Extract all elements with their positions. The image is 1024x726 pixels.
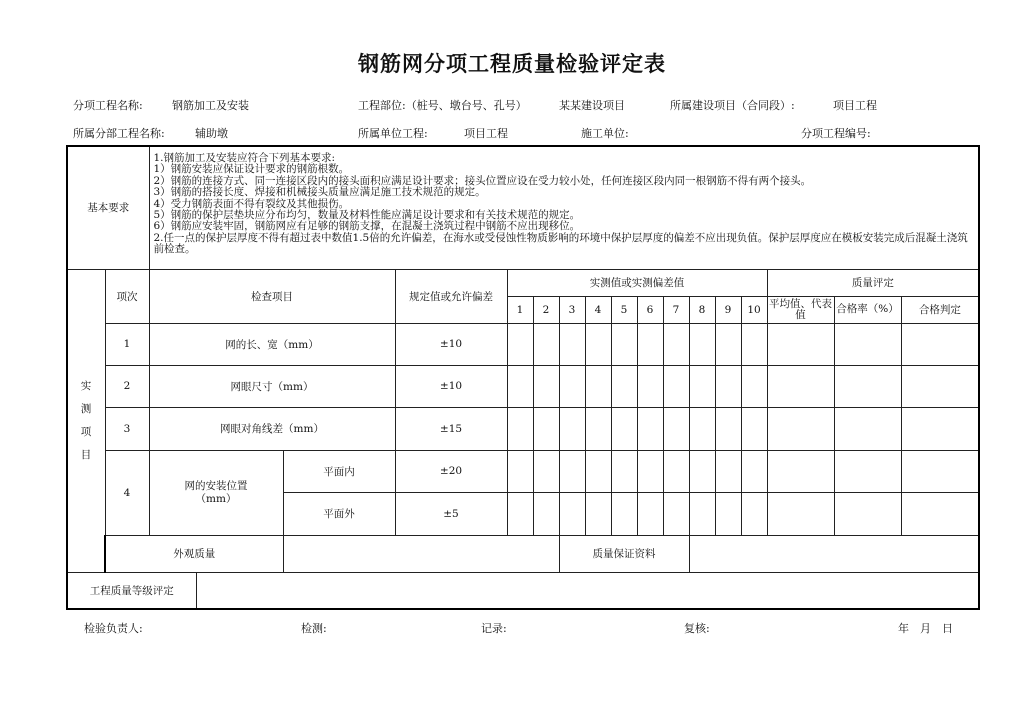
contract-value: 项目工程 [833,99,877,112]
row-no: 2 [105,365,149,407]
division-label: 所属分部工程名称: [73,127,165,140]
row-item: 网眼对角线差（mm） [149,407,395,450]
cell[interactable] [637,365,663,407]
row-spec: ±20 [395,450,507,492]
req-line: 2）钢筋的连接方式、同一连接区段内的接头面积应满足设计要求；接头位置应设在受力较小处，任何连接区段内同一根钢筋不得有两个接头。 [153,174,812,187]
location-label: 工程部位:（桩号、墩台号、孔号） [358,99,527,112]
cell[interactable] [834,323,901,365]
cell[interactable] [663,492,689,535]
cell[interactable] [585,407,611,450]
cell[interactable] [834,365,901,407]
cell[interactable] [585,323,611,365]
cell[interactable] [507,407,533,450]
location-value: 某某建设项目 [559,99,625,112]
cell[interactable] [507,450,533,492]
cell[interactable] [901,450,979,492]
cell[interactable] [689,365,715,407]
cell[interactable] [533,450,559,492]
header-measured: 实测值或实测偏差值 [507,269,767,296]
col-number: 10 [741,296,767,323]
cell[interactable] [585,450,611,492]
cell[interactable] [663,450,689,492]
cell[interactable] [507,492,533,535]
cell[interactable] [663,323,689,365]
header-judge: 合格判定 [901,296,979,323]
req-line: 5）钢筋的保护层垫块应分布均匀，数量及材料性能应满足设计要求和有关技术规范的规定。 [153,209,581,222]
cell[interactable] [507,323,533,365]
col-number: 3 [559,296,585,323]
cell[interactable] [637,450,663,492]
row-item: 网的长、宽（mm） [149,323,395,365]
table-row [67,450,979,492]
cell[interactable] [663,365,689,407]
contract-label: 所属建设项目（合同段）: [670,99,795,112]
cell[interactable] [637,492,663,535]
assurance-label: 质量保证资料 [559,535,689,572]
col-number: 5 [611,296,637,323]
cell[interactable] [533,407,559,450]
division-value: 辅助墩 [195,127,228,140]
footer-recorder: 记录: [481,622,507,635]
table-row [67,407,979,450]
cell[interactable] [689,450,715,492]
cell[interactable] [689,492,715,535]
basic-requirements-text [149,146,979,269]
assurance-value[interactable] [689,535,979,572]
sub-item-value: 钢筋加工及安装 [172,99,249,112]
sub-item: 平面内 [283,450,395,492]
cell[interactable] [767,365,834,407]
req-line: 3）钢筋的搭接长度、焊接和机械接头质量应满足施工技术规范的规定。 [153,186,486,199]
cell[interactable] [585,492,611,535]
cell[interactable] [559,450,585,492]
cell[interactable] [611,492,637,535]
req-line: 4）受力钢筋表面不得有裂纹及其他损伤。 [153,197,350,210]
row-no: 3 [105,407,149,450]
cell[interactable] [559,365,585,407]
col-number: 1 [507,296,533,323]
cell[interactable] [715,492,741,535]
cell[interactable] [767,492,834,535]
cell[interactable] [559,323,585,365]
cell[interactable] [611,450,637,492]
cell[interactable] [901,407,979,450]
req-line: 1）钢筋安装应保证设计要求的钢筋根数。 [153,163,350,176]
grade-value[interactable] [196,572,979,609]
cell[interactable] [741,492,767,535]
cell[interactable] [834,492,901,535]
cell[interactable] [559,407,585,450]
cell[interactable] [767,323,834,365]
header-quality: 质量评定 [767,269,979,296]
row-spec: ±5 [395,492,507,535]
req-line: 6）钢筋应安装牢固，钢筋网应有足够的钢筋支撑，在混凝土浇筑过程中钢筋不应出现移位。 [153,220,581,233]
table-row [67,365,979,407]
cell[interactable] [585,365,611,407]
footer-inspector: 检验负责人: [84,622,143,635]
row-spec: ±10 [395,323,507,365]
col-number: 7 [663,296,689,323]
cell[interactable] [715,450,741,492]
col-number: 2 [533,296,559,323]
req-line: 2.任一点的保护层厚度不得有超过表中数值1.5倍的允许偏差，在海水或受侵蚀性物质影响的环境中保护层厚度的偏差不应出现负值。保护层厚度应在模板安装完成后混凝土浇筑前检查。 [153,231,968,256]
cell[interactable] [741,365,767,407]
header-item: 检查项目 [149,269,395,323]
cell[interactable] [689,323,715,365]
cell[interactable] [901,365,979,407]
appearance-label: 外观质量 [105,535,283,572]
col-number: 8 [689,296,715,323]
cell[interactable] [611,323,637,365]
table-row [67,323,979,365]
cell[interactable] [533,323,559,365]
cell[interactable] [637,407,663,450]
cell[interactable] [611,365,637,407]
row-item: 网的安装位置 （mm） [149,450,283,535]
cell[interactable] [715,323,741,365]
cell[interactable] [741,450,767,492]
cell[interactable] [741,323,767,365]
footer-date: 年 月 日 [898,622,953,635]
appearance-value[interactable] [283,535,559,572]
cell[interactable] [611,407,637,450]
cell[interactable] [901,492,979,535]
cell[interactable] [663,407,689,450]
basic-requirements-label: 基本要求 [67,146,149,269]
row-item: 网眼尺寸（mm） [149,365,395,407]
footer-reviewer: 复核: [684,622,710,635]
row-spec: ±10 [395,365,507,407]
cell[interactable] [507,365,533,407]
sub-item-label: 分项工程名称: [73,99,143,112]
row-no: 1 [105,323,149,365]
cell[interactable] [715,365,741,407]
cell[interactable] [533,492,559,535]
col-number: 9 [715,296,741,323]
cell[interactable] [533,365,559,407]
cell[interactable] [689,407,715,450]
header-rate: 合格率（%） [834,296,901,323]
cell[interactable] [767,450,834,492]
col-number: 6 [637,296,663,323]
cell[interactable] [901,323,979,365]
cell[interactable] [767,407,834,450]
measured-side-label: 实 测 项 目 [67,269,105,572]
unit-value: 项目工程 [464,127,508,140]
req-line: 1.钢筋加工及安装应符合下列基本要求: [153,152,336,164]
cell[interactable] [834,407,901,450]
row-spec: ±15 [395,407,507,450]
unit-label: 所属单位工程: [358,127,428,140]
header-no: 项次 [105,269,149,323]
footer-tester: 检测: [301,622,327,635]
number-label: 分项工程编号: [801,127,871,140]
sub-item: 平面外 [283,492,395,535]
row-no: 4 [105,450,149,535]
inspection-table [66,145,980,610]
page-title: 钢筋网分项工程质量检验评定表 [358,52,666,76]
cell[interactable] [741,407,767,450]
grade-label: 工程质量等级评定 [67,572,196,609]
header-avg: 平均值、代表值 [767,296,834,323]
header-spec: 规定值或允许偏差 [395,269,507,323]
constructor-label: 施工单位: [581,127,629,140]
cell[interactable] [834,450,901,492]
cell[interactable] [637,323,663,365]
cell[interactable] [559,492,585,535]
cell[interactable] [715,407,741,450]
col-number: 4 [585,296,611,323]
